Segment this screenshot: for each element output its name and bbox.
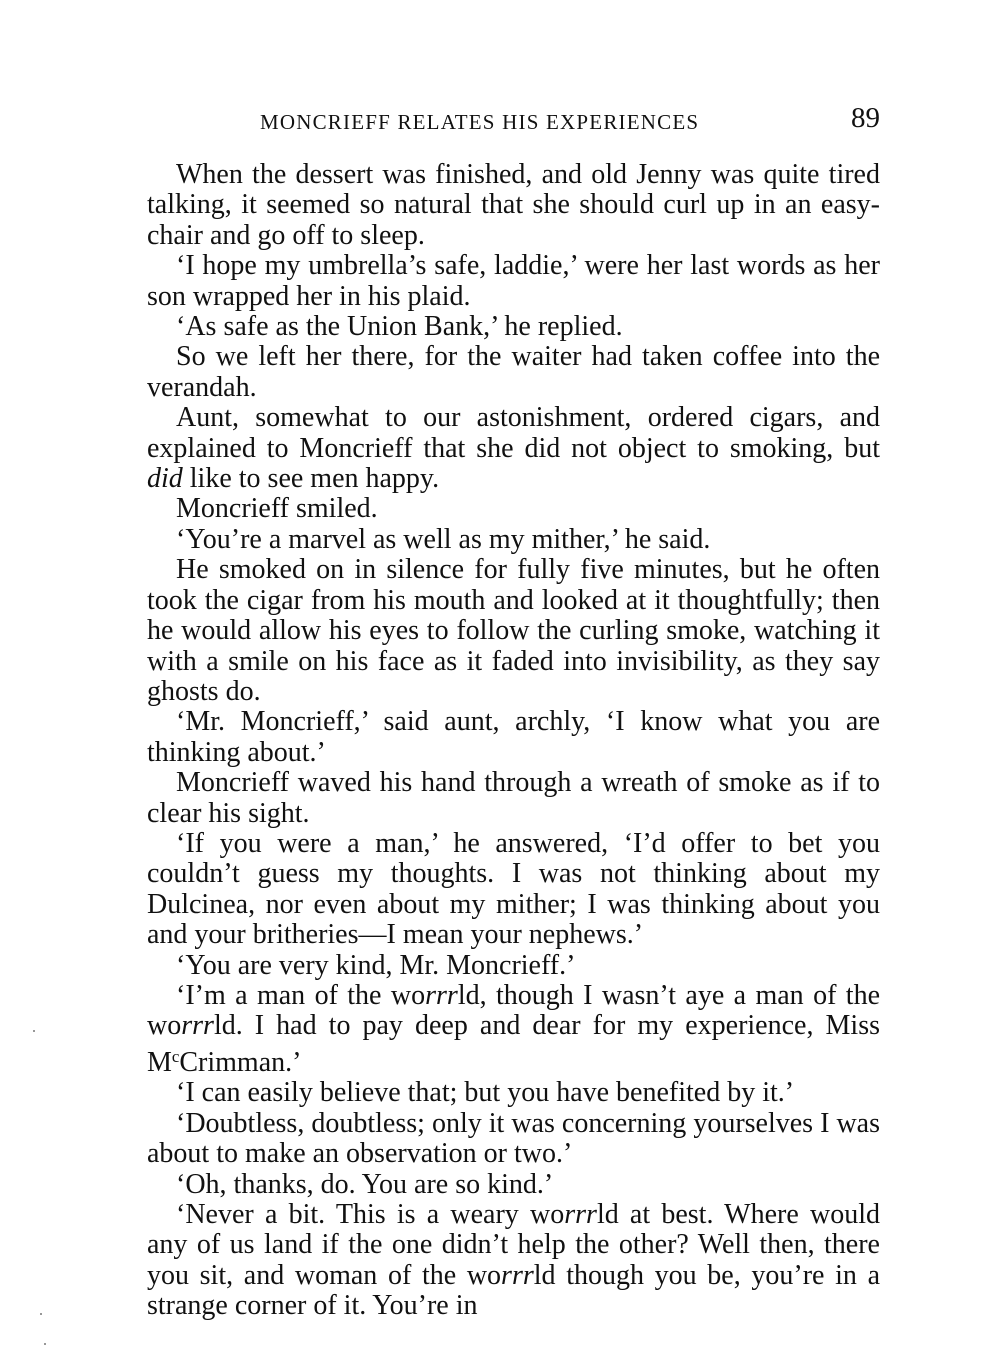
running-title: MONCRIEFF RELATES HIS EXPERIENCES	[260, 110, 700, 134]
scan-speck	[40, 1313, 42, 1315]
paragraph-text: Crimman.’	[179, 1047, 302, 1079]
paragraph-text: ld though you be, you’re in a strange corner of it. You’re in	[147, 1259, 880, 1322]
paragraph: ‘I hope my umbrella’s safe, laddie,’ were her last words as her son wrapped her in his plaid.	[147, 250, 880, 312]
body-text	[147, 160, 880, 1322]
italic-emphasis: rrr	[425, 979, 458, 1011]
paragraph-text: ld. I had to pay deep and dear for my experience, Miss M	[147, 1010, 880, 1079]
paragraph: Moncrieff waved his hand through a wreath of smoke as if to clear his sight.	[147, 767, 880, 829]
paragraph-text: ld, though I wasn’t aye a man of the wo	[147, 979, 881, 1042]
running-header	[147, 100, 880, 140]
italic-emphasis: did	[147, 463, 183, 495]
paragraph: ‘Doubtless, doubtless; only it was concerning yourselves I was about to make an observation or two.’	[147, 1107, 880, 1170]
paragraph	[147, 981, 880, 1078]
paragraph: ‘You’re a marvel as well as my mither,’ he said.	[176, 523, 711, 555]
scan-speck	[33, 1030, 35, 1032]
paragraph: ‘I can easily believe that; but you have benefited by it.’	[176, 1077, 795, 1109]
paragraph	[147, 1200, 880, 1322]
paragraph	[147, 403, 880, 494]
page-number: 89	[851, 102, 880, 134]
paragraph: Moncrieff smiled.	[176, 493, 378, 525]
paragraph-text: like to see men happy.	[182, 463, 440, 495]
paragraph: ‘Oh, thanks, do. You are so kind.’	[176, 1168, 554, 1200]
paragraph-text: ‘I’m a man of the wo	[176, 979, 426, 1011]
paragraph: When the dessert was finished, and old Jenny was quite tired talking, it seemed so natural that she should curl up in an easy-chair and go off to sleep.	[147, 159, 880, 251]
paragraph: ‘You are very kind, Mr. Moncrieff.’	[176, 949, 576, 981]
paragraph: ‘If you were a man,’ he answered, ‘I’d offer to bet you couldn’t guess my thoughts. I was not thinking about my Dulcinea, nor even about my mither; I was thinking about you and your britheries—I mean your nephews.’	[147, 827, 880, 951]
paragraph: ‘As safe as the Union Bank,’ he replied.	[176, 311, 623, 343]
italic-emphasis: rrr	[564, 1199, 597, 1231]
paragraph: He smoked on in silence for fully five minutes, but he often took the cigar from his mouth and looked at it thoughtfully; then he would allow his eyes to follow the curling smoke, watching it with a smile on his face as it faded into invisibility, as they say ghosts do.	[147, 554, 880, 707]
paragraph-text: ‘Never a bit. This is a weary wo	[176, 1199, 565, 1231]
paragraph-text: Aunt, somewhat to our astonishment, ordered cigars, and explained to Moncrieff that she did not object to smoking, but	[147, 402, 880, 464]
paragraph: ‘Mr. Moncrieff,’ said aunt, archly, ‘I know what you are thinking about.’	[147, 706, 880, 768]
superscript: c	[171, 1046, 180, 1066]
italic-emphasis: rrr	[501, 1259, 534, 1291]
paragraph-text: ld at best. Where would any of us land if the one didn’t help the other? Well then, there you sit, and woman of the wo	[147, 1199, 880, 1291]
paragraph: So we left her there, for the waiter had taken coffee into the verandah.	[147, 341, 880, 403]
italic-emphasis: rrr	[181, 1010, 214, 1042]
scan-speck	[44, 1343, 46, 1345]
